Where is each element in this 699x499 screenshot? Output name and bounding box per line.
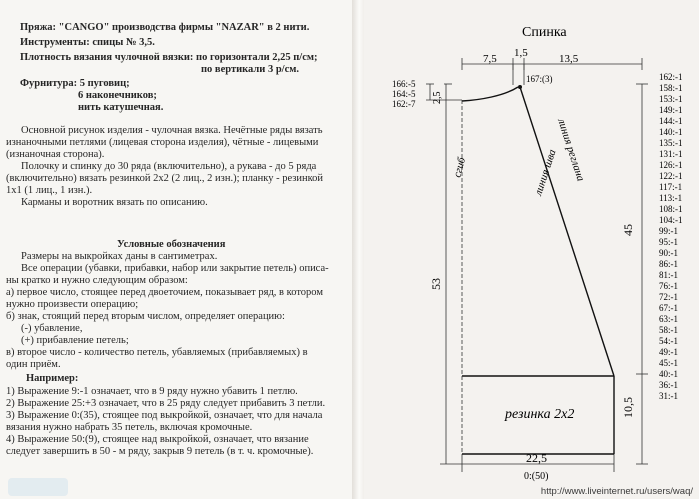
left-row-1: 164:-5 xyxy=(392,89,416,99)
example-title: Например: xyxy=(26,373,79,384)
left-height-label: 2,5 xyxy=(432,91,443,104)
right-row: 72:-1 xyxy=(659,292,678,302)
right-row: 31:-1 xyxy=(659,391,678,401)
example-4-line-1: 4) Выражение 50:(9), стоящее над выкройкой, означает, что вязание xyxy=(6,434,309,445)
right-row: 140:-1 xyxy=(659,127,683,137)
right-row: 158:-1 xyxy=(659,83,683,93)
density-horizontal: Плотность вязания чулочной вязки: по горизонтали 2,25 п/см; xyxy=(20,52,318,63)
neckline-curve xyxy=(462,87,518,101)
para2-line-1: Полочку и спинку до 30 ряда (включительно), а рукава - до 5 ряда xyxy=(21,161,317,172)
dim-top-3: 13,5 xyxy=(559,53,579,65)
para2-line-2: (включительно) вязать резинкой 2х2 (2 лиц., 2 изн.); планку - резинкой xyxy=(6,173,324,184)
example-2: 2) Выражение 25:+3 означает, что в 25 ряду следует прибавить 3 петли. xyxy=(6,398,326,409)
right-row: 36:-1 xyxy=(659,380,678,390)
rib-height-label: 10,5 xyxy=(621,397,635,418)
example-3-line-1: 3) Выражение 0:(35), стоящее под выкройкой, означает, что для начала xyxy=(6,410,323,421)
tools-line: Инструменты: спицы № 3,5. xyxy=(20,37,155,48)
right-row: 108:-1 xyxy=(659,204,683,214)
right-row: 126:-1 xyxy=(659,160,683,170)
right-row: 63:-1 xyxy=(659,314,678,324)
right-row: 95:-1 xyxy=(659,237,678,247)
diagram-title: Спинка xyxy=(522,25,567,40)
density-vertical: по вертикали 3 р/см. xyxy=(201,64,300,75)
legend-line-6: б) знак, стоящий перед вторым числом, определяет операцию: xyxy=(6,311,285,322)
raglan-height-label: 45 xyxy=(621,224,635,236)
legend-line-8: (+) прибавление петель; xyxy=(21,335,129,346)
seam-label: линия шва xyxy=(532,147,559,197)
left-row-2: 162:-7 xyxy=(392,99,416,109)
watermark-url: http://www.liveinternet.ru/users/waq/ xyxy=(540,486,693,497)
para1-line-1: Основной рисунок изделия - чулочная вязка. Нечётные ряды вязать xyxy=(21,125,323,136)
legend-line-2: Все операции (убавки, прибавки, набор или закрытие петель) описа- xyxy=(21,263,329,274)
right-row: 49:-1 xyxy=(659,347,678,357)
raglan-label: линия реглана xyxy=(555,117,587,183)
legend-line-3: ны кратко и нужно следующим образом: xyxy=(6,275,188,286)
fittings-line-2: 6 наконечников; xyxy=(78,90,157,101)
para2-line-3: 1х1 (1 лиц., 1 изн.). xyxy=(6,185,93,196)
legend-line-5: нужно произвести операцию; xyxy=(6,299,139,310)
shoulder-point xyxy=(518,85,522,89)
top-mark: 167:(3) xyxy=(526,74,553,84)
right-row: 40:-1 xyxy=(659,369,678,379)
dim-top-1: 7,5 xyxy=(483,53,497,65)
legend-line-9: в) второе число - количество петель, убавляемых (прибавляемых) в xyxy=(6,347,308,358)
para1-line-3: (изнаночная сторона). xyxy=(6,149,105,160)
left-row-0: 166:-5 xyxy=(392,79,416,89)
dim-top-2: 1,5 xyxy=(514,47,528,59)
right-row: 144:-1 xyxy=(659,116,683,126)
right-row: 45:-1 xyxy=(659,358,678,368)
right-row: 122:-1 xyxy=(659,171,683,181)
right-row: 104:-1 xyxy=(659,215,683,225)
legend-line-7: (-) убавление, xyxy=(21,323,83,334)
right-row: 149:-1 xyxy=(659,105,683,115)
rib-label: резинка 2х2 xyxy=(505,407,575,422)
example-1: 1) Выражение 9:-1 означает, что в 9 ряду нужно убавить 1 петлю. xyxy=(6,386,298,397)
fittings-line-3: нить катушечная. xyxy=(78,102,164,113)
legend-line-10: один приём. xyxy=(6,359,61,370)
right-row: 58:-1 xyxy=(659,325,678,335)
total-height-label: 53 xyxy=(429,278,443,290)
cast-on-label: 0:(50) xyxy=(524,471,549,482)
legend-title: Условные обозначения xyxy=(117,239,226,250)
right-row: 113:-1 xyxy=(659,193,683,203)
yarn-line: Пряжа: "CANGO" производства фирмы "NAZAR" в 2 нити. xyxy=(20,22,310,33)
fittings-line-1: Фурнитура: 5 пуговиц; xyxy=(20,78,130,89)
para1-line-2: изнаночными петлями (лицевая сторона изделия), чётные - лицевыми xyxy=(6,137,319,148)
right-row: 153:-1 xyxy=(659,94,683,104)
right-row: 162:-1 xyxy=(659,72,683,82)
right-row: 76:-1 xyxy=(659,281,678,291)
right-row: 81:-1 xyxy=(659,270,678,280)
right-row: 117:-1 xyxy=(659,182,683,192)
fold-label: сгиб xyxy=(451,156,469,179)
right-row: 99:-1 xyxy=(659,226,678,236)
para3-line: Карманы и воротник вязать по описанию. xyxy=(21,197,208,208)
right-row: 54:-1 xyxy=(659,336,678,346)
right-row: 67:-1 xyxy=(659,303,678,313)
legend-line-1: Размеры на выкройках даны в сантиметрах. xyxy=(21,251,218,262)
example-3-line-2: вязания нужно набрать 35 петель, включая кромочные. xyxy=(6,422,253,433)
right-row: 135:-1 xyxy=(659,138,683,148)
right-rows-list xyxy=(659,72,683,401)
right-row: 131:-1 xyxy=(659,149,683,159)
right-row: 86:-1 xyxy=(659,259,678,269)
right-row: 90:-1 xyxy=(659,248,678,258)
legend-line-4: а) первое число, стоящее перед двоеточием, показывает ряд, в котором xyxy=(6,287,323,298)
width-label: 22,5 xyxy=(526,451,547,465)
example-4-line-2: следует завершить в 50 - м ряду, закрыв 9 петель (в т. ч. кромочные). xyxy=(6,446,314,457)
